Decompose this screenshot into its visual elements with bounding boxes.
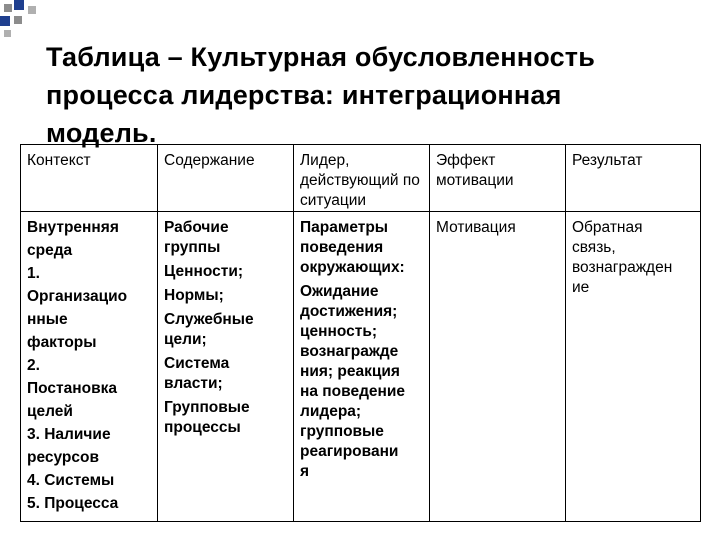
context-line: Постановка bbox=[27, 380, 117, 397]
result-line: ие bbox=[572, 279, 590, 296]
context-line: 4. Системы bbox=[27, 472, 115, 489]
leader-line: групповые bbox=[300, 423, 384, 440]
leader-line: окружающих: bbox=[300, 259, 405, 276]
leader-line: ценность; bbox=[300, 323, 378, 340]
leader-line: ния; реакция bbox=[300, 363, 400, 380]
content-line: Рабочие bbox=[164, 219, 229, 236]
table-header-row bbox=[21, 145, 701, 212]
context-line: 2. bbox=[27, 357, 40, 374]
context-line: 3. Наличие bbox=[27, 426, 111, 443]
cell-leader bbox=[294, 212, 430, 522]
title-line: Таблица – Культурная обусловленность bbox=[46, 42, 596, 72]
title-line: процесса лидерства: интеграционная bbox=[46, 80, 562, 110]
context-line: нные bbox=[27, 311, 68, 328]
corner-square-gray bbox=[28, 6, 36, 14]
context-line: Внутренняя bbox=[27, 219, 119, 236]
context-line: 1. bbox=[27, 265, 40, 282]
leader-line: вознагражде bbox=[300, 343, 399, 360]
cell-context bbox=[21, 212, 158, 522]
leader-line: Ожидание bbox=[300, 283, 379, 300]
content-line: цели; bbox=[164, 331, 207, 348]
corner-square-blue bbox=[14, 0, 24, 10]
content-line: Групповые bbox=[164, 399, 250, 416]
corner-square-gray bbox=[14, 16, 22, 24]
header-result: Результат bbox=[566, 145, 701, 212]
cell-content bbox=[158, 212, 294, 522]
slide-title bbox=[46, 38, 696, 152]
title-line: модель. bbox=[46, 118, 157, 148]
result-line: вознагражден bbox=[572, 259, 673, 276]
content-line: власти; bbox=[164, 375, 223, 392]
context-line: среда bbox=[27, 242, 73, 259]
leader-line: лидера; bbox=[300, 403, 362, 420]
leadership-model-table bbox=[20, 144, 701, 522]
corner-square-gray bbox=[4, 30, 11, 37]
content-line: группы bbox=[164, 239, 221, 256]
leader-line: я bbox=[300, 463, 310, 480]
content-line: процессы bbox=[164, 419, 241, 436]
leader-line: на поведение bbox=[300, 383, 406, 400]
leader-line: реагировани bbox=[300, 443, 399, 460]
header-context: Контекст bbox=[21, 145, 158, 212]
context-line: 5. Процесса bbox=[27, 495, 119, 512]
cell-motivation: Мотивация bbox=[430, 212, 566, 522]
corner-square-blue bbox=[0, 16, 10, 26]
context-line: ресурсов bbox=[27, 449, 100, 466]
header-content: Содержание bbox=[158, 145, 294, 212]
content-line: Ценности; bbox=[164, 263, 244, 280]
table-row bbox=[21, 212, 701, 522]
cell-result bbox=[566, 212, 701, 522]
content-line: Служебные bbox=[164, 311, 254, 328]
context-line: целей bbox=[27, 403, 73, 420]
header-leader: Лидер, действующий по ситуации bbox=[294, 145, 430, 212]
leader-line: поведения bbox=[300, 239, 384, 256]
header-motivation: Эффект мотивации bbox=[430, 145, 566, 212]
result-line: Обратная bbox=[572, 219, 643, 236]
result-line: связь, bbox=[572, 239, 616, 256]
corner-square-gray bbox=[4, 4, 12, 12]
leader-line: достижения; bbox=[300, 303, 398, 320]
context-line: Организацио bbox=[27, 288, 128, 305]
content-line: Нормы; bbox=[164, 287, 224, 304]
content-line: Система bbox=[164, 355, 230, 372]
leader-line: Параметры bbox=[300, 219, 389, 236]
corner-decoration bbox=[0, 0, 60, 40]
context-line: факторы bbox=[27, 334, 97, 351]
